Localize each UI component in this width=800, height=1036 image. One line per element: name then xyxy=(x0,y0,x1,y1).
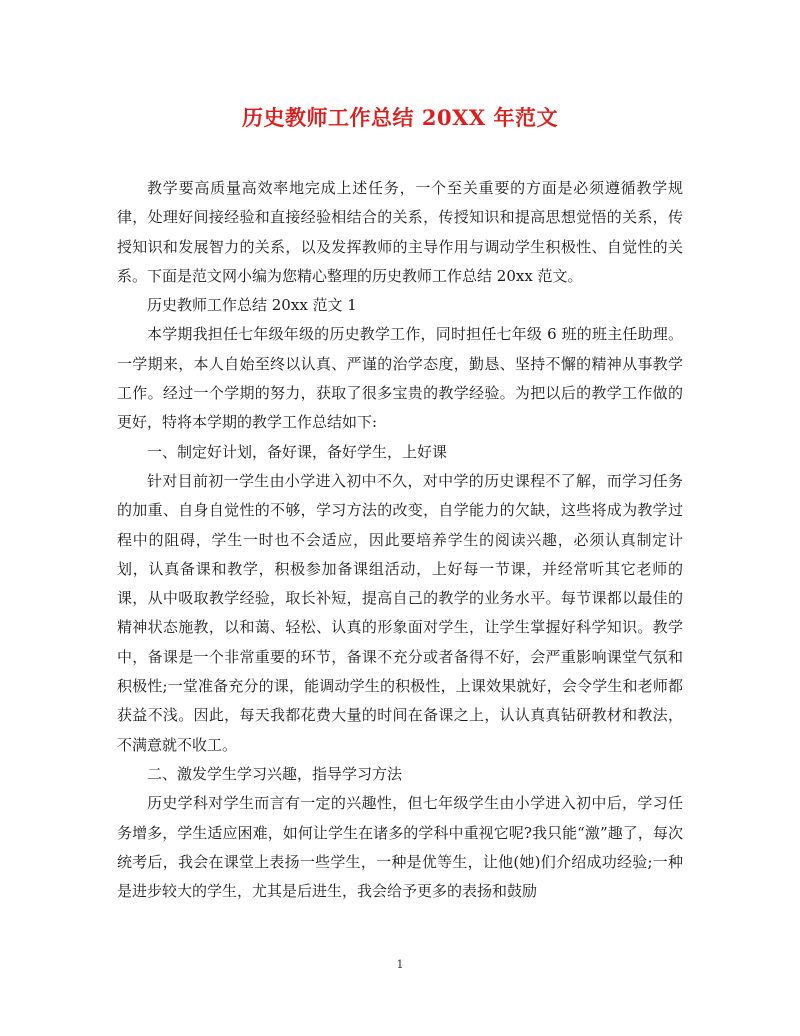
heading-1: 一、制定好计划，备好课，备好学生，上好课 xyxy=(147,442,448,461)
paragraph-1: 本学期我担任七年级年级的历史教学工作，同时担任七年级 6 班的班主任助理。一学期来，本人自始至终以认真、严谨的治学态度，勤恳、坚持不懈的精神从事教学工作。经过一个学期的努力，获取了很多宝贵的教学经验。为把以后的教学工作做的更好，特将本学期的教学工作总结如下: xyxy=(117,325,683,432)
paragraph-3: 历史学科对学生而言有一定的兴趣性，但七年级学生由小学进入初中后，学习任务增多，学生适应困难，如何让学生在诸多的学科中重视它呢?我只能“激”趣了，每次统考后，我会在课堂上表扬一些学生，一种是优等生，让他(她)们介绍成功经验;一种是进步较大的学生，尤其是后进生，我会给予更多的表扬和鼓励 xyxy=(117,794,683,901)
heading-2: 二、激发学生学习兴趣，指导学习方法 xyxy=(147,764,403,783)
intro-paragraph: 教学要高质量高效率地完成上述任务，一个至关重要的方面是必须遵循教学规律，处理好间接经验和直接经验相结合的关系，传授知识和提高思想觉悟的关系，传授知识和发展智力的关系，以及发挥教师的主导作用与调动学生积极性、自觉性的关系。下面是范文网小编为您精心整理的历史教师工作总结 20xx 范文。 xyxy=(117,179,683,285)
page-title: 历史教师工作总结 20XX 年范文 xyxy=(242,105,558,130)
page-number: 1 xyxy=(396,958,404,971)
paragraph-2: 针对目前初一学生由小学进入初中不久，对中学的历史课程不了解，而学习任务的加重、自身自觉性的不够，学习方法的改变，自学能力的欠缺，这些将成为教学过程中的阻碍，学生一时也不会适应，因此要培养学生的阅读兴趣，必须认真制定计划，认真备课和教学，积极参加备课组活动，上好每一节课，并经常听其它老师的课，从中吸取教学经验，取长补短，提高自己的教学的业务水平。每节课都以最佳的精神状态施教，以和蔼、轻松、认真的形象面对学生，让学生掌握好科学知识。教学中，备课是一个非常重要的环节，备课不充分或者备得不好，会严重影响课堂气氛和积极性;一堂准备充分的课，能调动学生的积极性，上课效果就好，会令学生和老师都获益不浅。因此，每天我都花费大量的时间在备课之上，认认真真钻研教材和教法，不满意就不收工。 xyxy=(117,471,683,754)
section-title-1: 历史教师工作总结 20xx 范文 1 xyxy=(147,296,357,315)
document-body xyxy=(117,174,683,906)
